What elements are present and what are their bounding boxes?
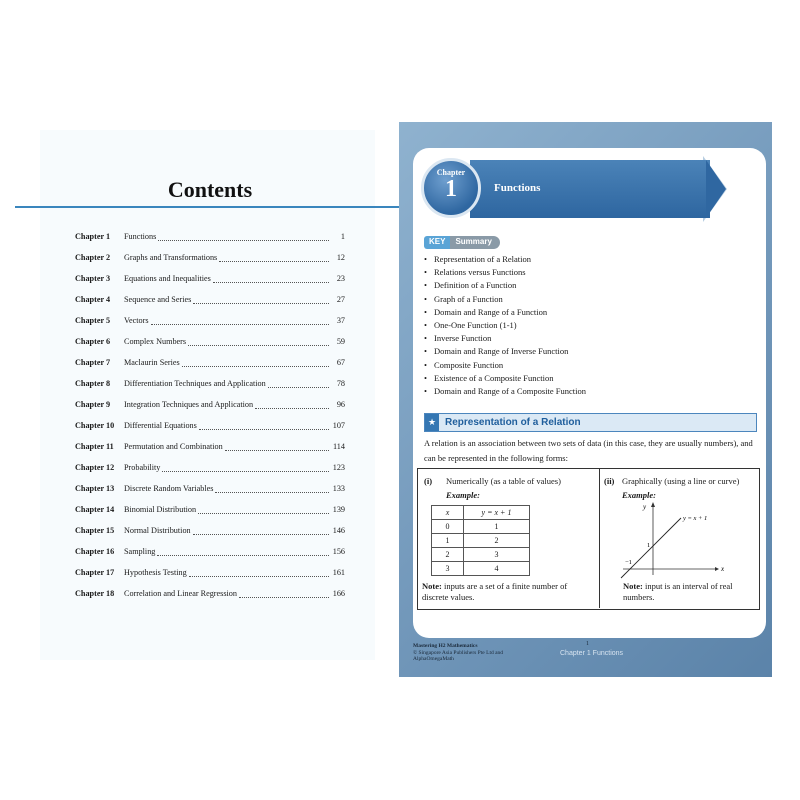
toc-title: Normal Distribution [124, 526, 191, 535]
toc-chapter: Chapter 6 [75, 337, 111, 346]
toc-page: 1 [340, 232, 345, 241]
banner-arrow-icon [706, 160, 726, 218]
chapter-number: 1 [445, 176, 457, 202]
toc-leader-dots [215, 484, 329, 493]
toc-chapter: Chapter 10 [75, 421, 115, 430]
toc-page: 139 [332, 505, 345, 514]
toc-title: Integration Techniques and Application [124, 400, 254, 409]
form1-note [422, 581, 594, 603]
y-axis-arrow-icon [651, 502, 655, 507]
form1-note-label: Note: [422, 581, 442, 591]
form1-text: Numerically (as a table of values) [446, 476, 561, 486]
table-header-x: x [432, 506, 464, 520]
toc-page: 166 [332, 589, 345, 598]
table-cell-x: 3 [432, 562, 464, 576]
table-row [432, 534, 530, 548]
toc-row [75, 337, 345, 358]
toc-title: Binomial Distribution [124, 505, 197, 514]
toc-chapter: Chapter 12 [75, 463, 115, 472]
toc-page: 156 [332, 547, 345, 556]
summary-item: • Inverse Function [424, 332, 586, 345]
toc-leader-dots [158, 232, 329, 241]
toc-page: 96 [336, 400, 345, 409]
toc-title: Sampling [124, 547, 156, 556]
toc-title: Functions [124, 232, 157, 241]
toc-leader-dots [193, 526, 329, 535]
toc-leader-dots [255, 400, 329, 409]
toc-chapter: Chapter 3 [75, 274, 111, 283]
form2-note-text: input is an interval of real numbers. [623, 581, 733, 602]
form2-example: Example: [622, 490, 656, 500]
table-cell-y: 2 [464, 534, 530, 548]
toc-row [75, 316, 345, 337]
toc-chapter: Chapter 5 [75, 316, 111, 325]
toc-chapter: Chapter 1 [75, 232, 111, 241]
toc-row [75, 295, 345, 316]
section-header [424, 413, 757, 432]
summary-item: • Existence of a Composite Function [424, 372, 586, 385]
summary-item: • Domain and Range of a Composite Function [424, 385, 586, 398]
toc-leader-dots [199, 421, 329, 430]
toc-chapter: Chapter 11 [75, 442, 114, 451]
toc-page: 78 [336, 379, 345, 388]
toc-row [75, 463, 345, 484]
toc-title: Permutation and Combination [124, 442, 223, 451]
summary-label: Summary [450, 236, 499, 249]
table-row [432, 548, 530, 562]
toc-page: 161 [332, 568, 345, 577]
toc-page: 107 [332, 421, 345, 430]
summary-item: • Graph of a Function [424, 293, 586, 306]
footer-chapter-label: Chapter 1 Functions [560, 650, 624, 657]
intro-paragraph: A relation is an association between two sets of data (in this case, they are usually numbers), and can be represented in the following forms: [424, 438, 753, 463]
toc-leader-dots [189, 568, 329, 577]
key-summary-badge [424, 236, 500, 249]
x-axis-arrow-icon [715, 567, 719, 571]
toc-row [75, 484, 345, 505]
toc-chapter: Chapter 16 [75, 547, 115, 556]
toc-leader-dots [182, 358, 329, 367]
toc-chapter: Chapter 7 [75, 358, 111, 367]
form2-number: (ii) [604, 476, 615, 486]
toc-row [75, 379, 345, 400]
summary-list [424, 253, 586, 398]
toc-leader-dots [198, 505, 329, 514]
toc-chapter: Chapter 2 [75, 253, 111, 262]
toc-chapter: Chapter 17 [75, 568, 115, 577]
toc-page: 146 [332, 526, 345, 535]
toc-leader-dots [193, 295, 329, 304]
toc-row [75, 400, 345, 421]
toc-page: 114 [333, 442, 345, 451]
toc-title: Vectors [124, 316, 149, 325]
toc-row [75, 568, 345, 589]
footer-copyright-2: AlphaOmegaMath [413, 656, 454, 662]
toc-row [75, 274, 345, 295]
toc-title: Sequence and Series [124, 295, 192, 304]
toc-leader-dots [157, 547, 329, 556]
summary-item: • Relations versus Functions [424, 266, 586, 279]
table-cell-y: 3 [464, 548, 530, 562]
chapter-word: Chapter [436, 168, 466, 177]
summary-item: • One-One Function (1-1) [424, 319, 586, 332]
toc-title: Hypothesis Testing [124, 568, 187, 577]
toc-chapter: Chapter 15 [75, 526, 115, 535]
form1-example: Example: [446, 490, 480, 500]
graph-line-label: y = x + 1 [683, 515, 708, 522]
toc-row [75, 526, 345, 547]
toc-page: 37 [336, 316, 345, 325]
forms-divider [599, 468, 600, 608]
contents-title: Contents [167, 177, 253, 202]
toc-leader-dots [188, 337, 329, 346]
form2-note [623, 581, 753, 603]
toc-row [75, 358, 345, 379]
table-header-y: y = x + 1 [464, 506, 530, 520]
linear-graph [615, 500, 725, 580]
form2-text: Graphically (using a line or curve) [622, 476, 740, 486]
toc-leader-dots [268, 379, 329, 388]
toc-title: Graphs and Transformations [124, 253, 218, 262]
table-cell-y: 4 [464, 562, 530, 576]
toc-leader-dots [151, 316, 329, 325]
table-cell-x: 2 [432, 548, 464, 562]
toc-title: Correlation and Linear Regression [124, 589, 237, 598]
summary-item: • Representation of a Relation [424, 253, 586, 266]
toc-chapter: Chapter 18 [75, 589, 115, 598]
graph-x-label: x [721, 565, 725, 573]
section-title: Representation of a Relation [445, 417, 581, 428]
toc-title: Differentiation Techniques and Application [124, 379, 266, 388]
table-row [432, 520, 530, 534]
toc-chapter: Chapter 14 [75, 505, 115, 514]
chapter-title: Functions [494, 182, 541, 194]
footer-page-number: 1 [586, 641, 589, 647]
key-label: KEY [424, 236, 450, 249]
toc-title: Equations and Inequalities [124, 274, 211, 283]
toc-page: 133 [332, 484, 345, 493]
table-cell-x: 0 [432, 520, 464, 534]
form1-number: (i) [424, 476, 433, 486]
form2-note-label: Note: [623, 581, 643, 591]
toc-chapter: Chapter 13 [75, 484, 115, 493]
summary-item: • Domain and Range of Inverse Function [424, 345, 586, 358]
toc-row [75, 547, 345, 568]
footer-credits [413, 643, 503, 663]
toc-row [75, 589, 345, 610]
table-cell-x: 1 [432, 534, 464, 548]
graph-y-label: y [643, 503, 647, 511]
toc-title: Probability [124, 463, 161, 472]
toc-chapter: Chapter 9 [75, 400, 111, 409]
form1-note-text: inputs are a set of a finite number of discrete values. [422, 581, 568, 602]
toc-row [75, 421, 345, 442]
contents-accent-line [15, 206, 400, 208]
summary-item: • Definition of a Function [424, 279, 586, 292]
toc-page: 23 [336, 274, 345, 283]
toc-row [75, 232, 345, 253]
toc-title: Discrete Random Variables [124, 484, 214, 493]
toc-leader-dots [213, 274, 329, 283]
toc-row [75, 442, 345, 463]
toc-leader-dots [225, 442, 329, 451]
toc-page: 123 [332, 463, 345, 472]
toc-chapter: Chapter 4 [75, 295, 111, 304]
toc-page: 59 [336, 337, 345, 346]
toc-title: Maclaurin Series [124, 358, 180, 367]
toc-chapter: Chapter 8 [75, 379, 111, 388]
table-of-contents [75, 232, 345, 610]
toc-title: Differential Equations [124, 421, 197, 430]
toc-page: 27 [336, 295, 345, 304]
toc-leader-dots [219, 253, 329, 262]
footer-book-title: Mastering H2 Mathematics [413, 643, 478, 649]
table-row [432, 562, 530, 576]
graph-x-tick: −1 [625, 559, 632, 566]
toc-leader-dots [239, 589, 329, 598]
toc-page: 12 [336, 253, 345, 262]
toc-leader-dots [162, 463, 329, 472]
toc-page: 67 [336, 358, 345, 367]
toc-row [75, 253, 345, 274]
chapter-badge [421, 158, 481, 218]
summary-item: • Domain and Range of a Function [424, 306, 586, 319]
toc-title: Complex Numbers [124, 337, 187, 346]
values-table [431, 505, 530, 576]
star-icon: ★ [425, 414, 439, 431]
toc-row [75, 505, 345, 526]
footer-copyright: © Singapore Asia Publishers Pte Ltd and [413, 649, 504, 656]
graph-y-tick: 1 [647, 542, 651, 549]
summary-item: • Composite Function [424, 359, 586, 372]
table-cell-y: 1 [464, 520, 530, 534]
